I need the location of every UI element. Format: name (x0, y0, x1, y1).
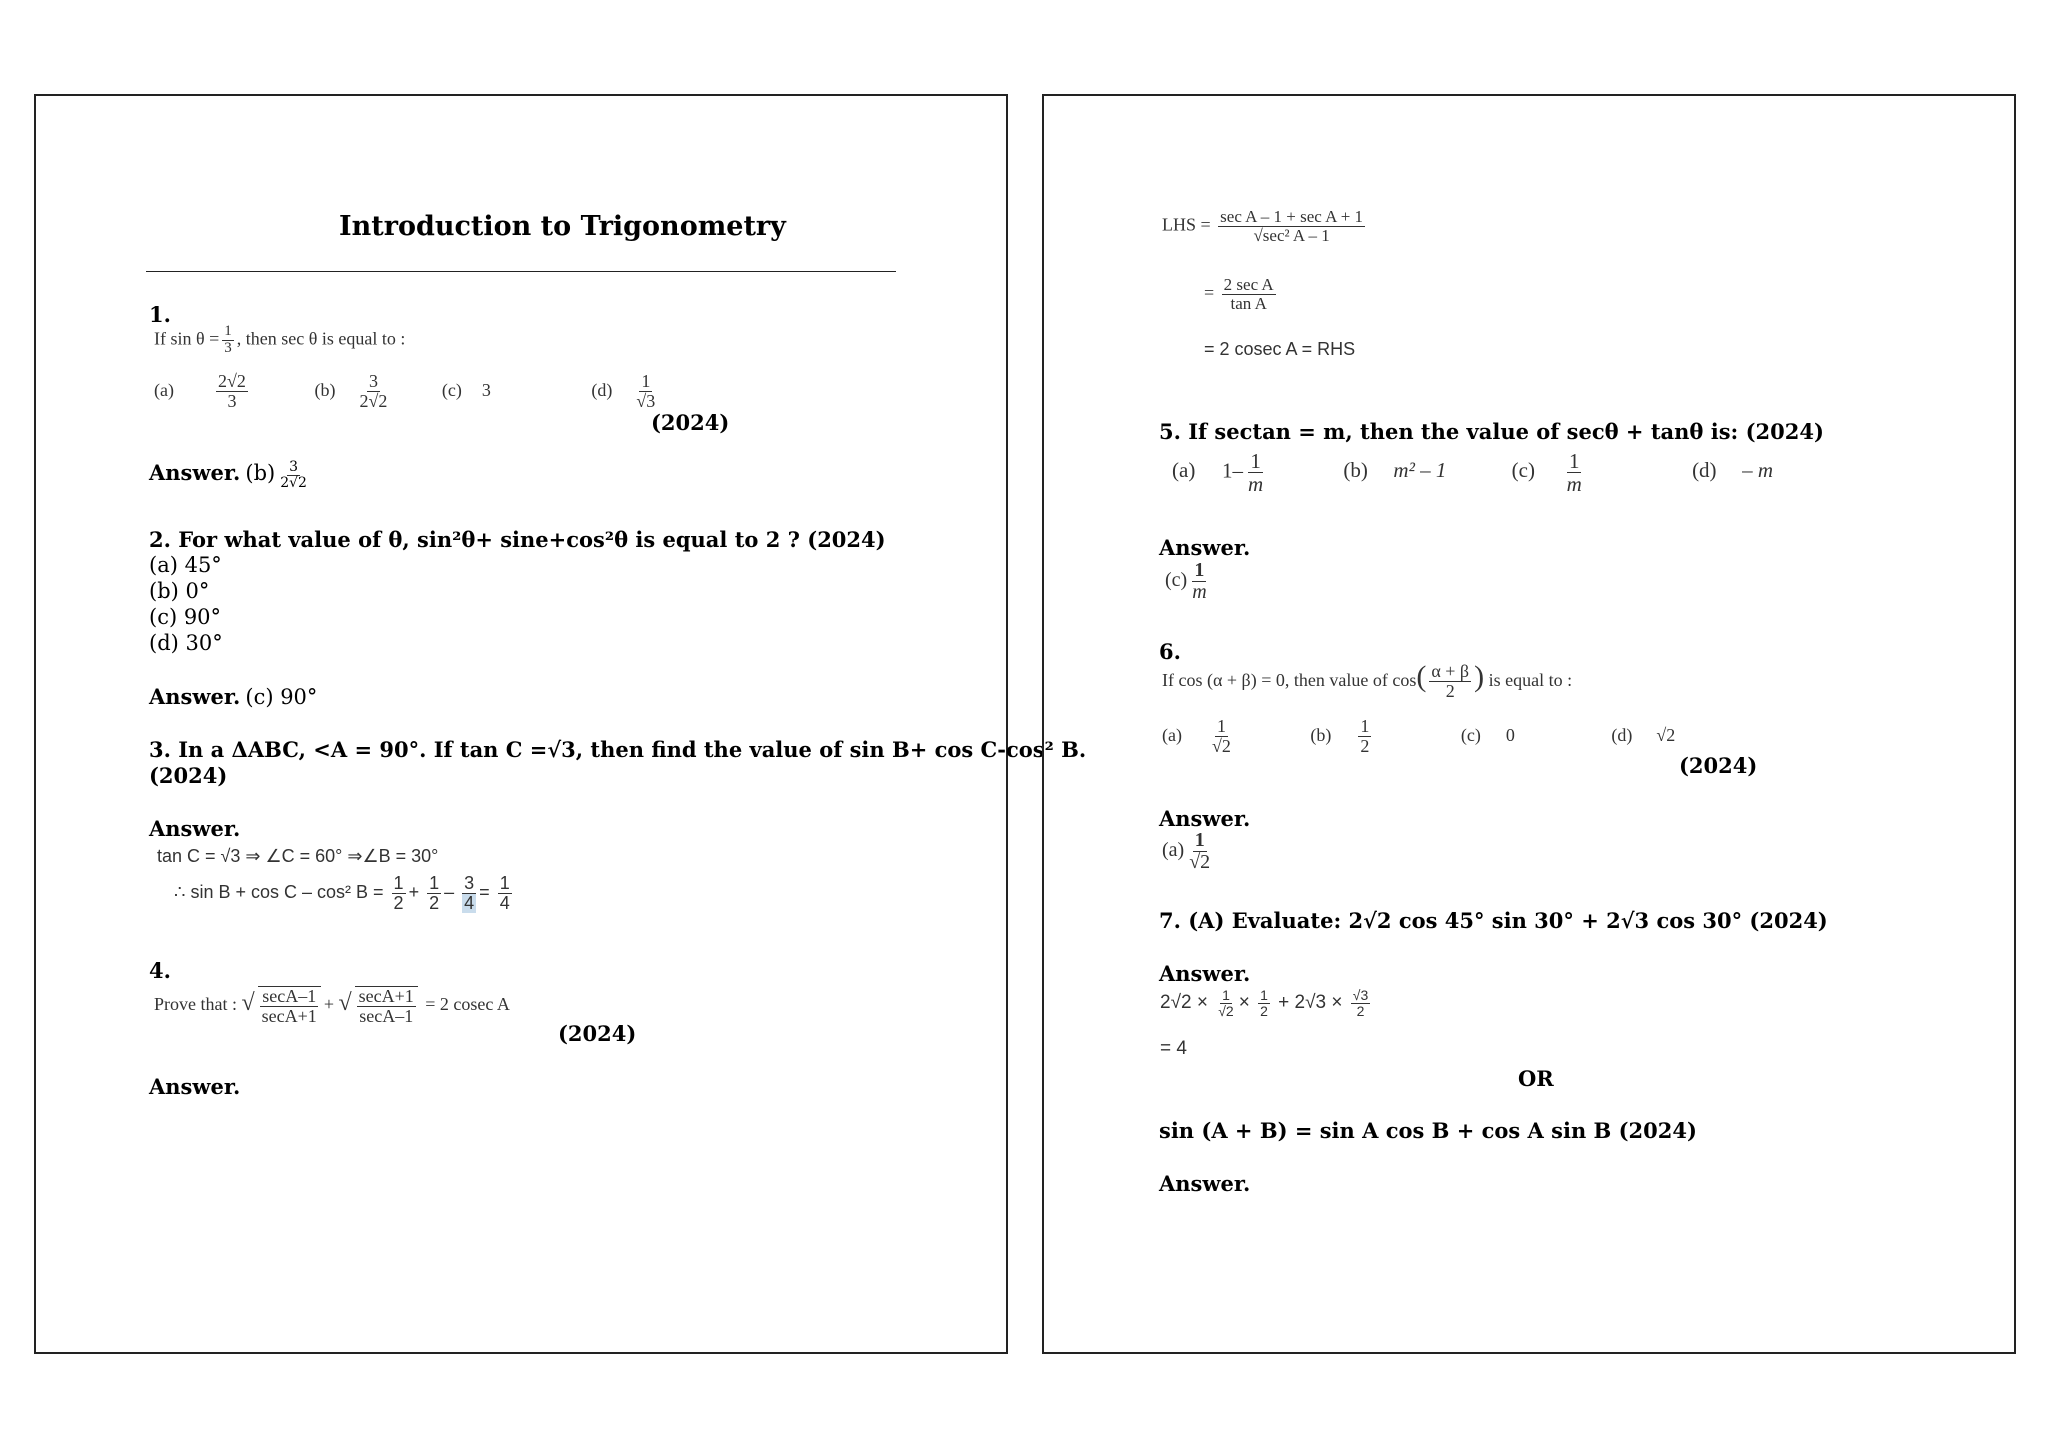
q4-year: (2024) (558, 1021, 637, 1046)
q7-work: 2√2 × $\frac{1}{√2}$ × $\frac{1}{2}$ + 2√3 × $\frac{√3}{2}$ (1160, 987, 1369, 1019)
q6-year: (2024) (1679, 753, 1758, 778)
q1-answer: Answer. (b) $\frac{3}{2√2}$ (149, 459, 307, 491)
page-title: Introduction to Trigonometry (339, 211, 786, 242)
left-page (34, 94, 1008, 1354)
q7-answer-label: Answer. (1159, 961, 1251, 986)
q6-answer: (a) $\frac{1}{√2}$ (1162, 829, 1211, 873)
q3-answer-label: Answer. (149, 816, 241, 841)
q3-year: (2024) (149, 763, 228, 788)
q7-result: = 4 (1160, 1038, 1187, 1059)
q7-part-b-stem: sin (A + B) = sin A cos B + cos A sin B (2024) (1159, 1118, 1697, 1143)
q1-options: (a) $\frac{2√2}{3}$ (b) $\frac{3}{2√2}$ (c) 3 (d) $\frac{1}{√3}$ (154, 371, 656, 411)
q2-option-c: (c) 90° (149, 605, 222, 629)
q3-work-line2: ∴ sin B + cos C – cos² B = $\frac{1}{2}$ + $\frac{1}{2}$ – $\frac{3}{4}$ = $\frac{1}{4}$ (174, 873, 510, 913)
q4-number: 4. (149, 958, 171, 983)
q4-work-line1: LHS = $\frac{\text{sec A – 1 + sec A + 1}}{\text{√sec² A – 1}}$ (1162, 207, 1364, 245)
q1-number: 1. (149, 302, 171, 327)
q6-options: (a) $\frac{1}{√2}$ (b) $\frac{1}{2}$ (c) 0 (d) √2 (1162, 716, 1676, 756)
q2-stem: 2. For what value of θ, sin²θ+ sine+cos²θ is equal to 2 ? (2024) (149, 527, 886, 552)
q7-stem: 7. (A) Evaluate: 2√2 cos 45° sin 30° + 2√3 cos 30° (2024) (1159, 908, 1828, 933)
q2-option-d: (d) 30° (149, 631, 223, 655)
q5-stem: 5. If sectan = m, then the value of secθ + tanθ is: (2024) (1159, 419, 1824, 444)
q3-work-line1: tan C = √3 ⇒ ∠C = 60° ⇒∠B = 30° (157, 846, 439, 866)
q5-answer-label: Answer. (1159, 535, 1251, 560)
title-divider (146, 271, 896, 272)
q6-stem: If cos (α + β) = 0, then value of cos( $\frac{\alpha + \beta}{2}$ ) is equal to : (1162, 660, 1573, 702)
q7-part-b-answer-label: Answer. (1159, 1171, 1251, 1196)
q5-answer: (c) $\frac{1}{m}$ (1165, 559, 1207, 603)
q1-year: (2024) (651, 410, 730, 435)
q4-answer-label: Answer. (149, 1074, 241, 1099)
q2-option-a: (a) 45° (149, 553, 222, 577)
q2-answer: Answer. (c) 90° (149, 684, 318, 709)
or-separator: OR (1518, 1066, 1554, 1091)
q3-stem: 3. In a ΔABC, <A = 90°. If tan C =√3, then find the value of sin B+ cos C-cos² B. (149, 737, 1087, 762)
q6-number: 6. (1159, 639, 1181, 664)
q4-statement: Prove that : √ $\frac{\sec A-1}{\sec A+1}$ + √ $\frac{\sec A+1}{\sec A-1}$ = 2 cosec A (154, 986, 510, 1026)
q6-answer-label: Answer. (1159, 806, 1251, 831)
q5-options: (a) 1– $\frac{1}{m}$ (b) m² – 1 (c) $\frac{1}{m}$ (d) – m (1172, 449, 1773, 497)
q1-stem: If sin θ = $\frac{1}{3}$ , then sec θ is equal to : (154, 323, 406, 356)
q4-work-line2: = $\frac{\text{2 sec A}}{\text{tan A}}$ (1204, 275, 1274, 313)
q4-work-line3: = 2 cosec A = RHS (1204, 339, 1356, 359)
q2-option-b: (b) 0° (149, 579, 210, 603)
